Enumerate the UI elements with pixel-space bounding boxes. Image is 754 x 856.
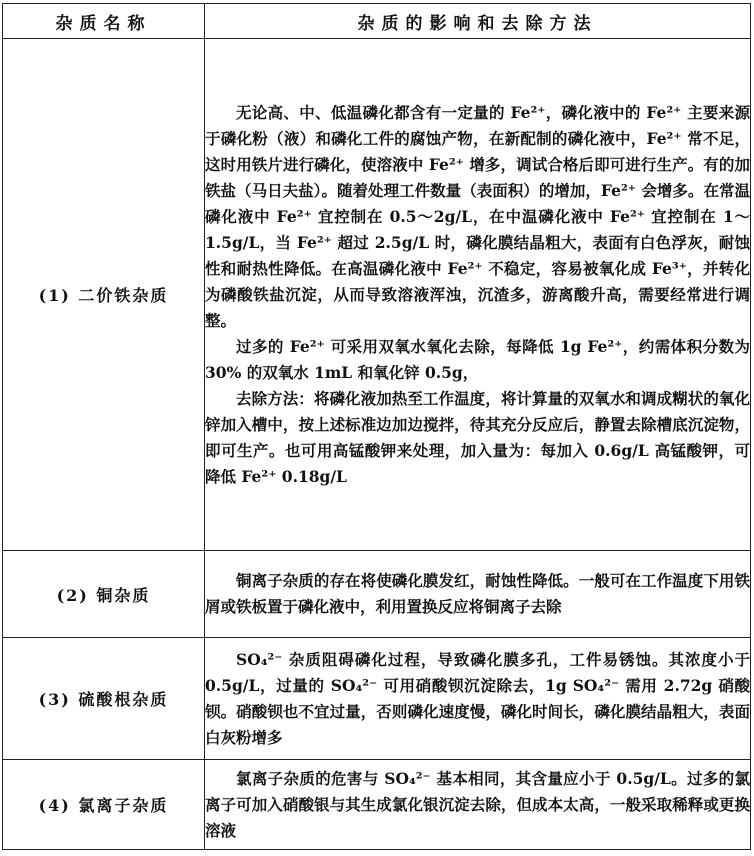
table-row	[3, 39, 751, 551]
table-row	[3, 760, 751, 850]
sulfate-paragraph-1: SO₄²⁻ 杂质阻碍磷化过程，导致磷化膜多孔，工件易锈蚀。其浓度小于 0.5g/L，过量的 SO₄²⁻ 可用硝酸钡沉淀除去，1g SO₄²⁻ 需用 2.72g 硝酸钡。硝酸钡也不宜过量，否则磷化速度慢，磷化时间长，磷化膜结晶粗大，表面白灰粉增多	[205, 649, 750, 747]
chloride-paragraph-1: 氯离子杂质的危害与 SO₄²⁻ 基本相同，其含量应小于 0.5g/L。过多的氯离子可加入硝酸银与其生成氯化银沉淀去除，但成本太高，一般采取稀释或更换溶液	[205, 768, 750, 840]
method-label: 去除方法：	[236, 388, 314, 408]
table-row	[3, 551, 751, 638]
row-name-ferrous: (1) 二价铁杂质	[3, 39, 205, 551]
table-row	[3, 638, 751, 760]
row-body-ferrous	[205, 39, 751, 551]
row-body-copper	[205, 551, 751, 638]
row-body-chloride	[205, 760, 751, 850]
row-name-copper: (2) 铜杂质	[3, 551, 205, 638]
ferrous-paragraph-2: 过多的 Fe²⁺ 可采用双氧水氧化去除，每降低 1g Fe²⁺，约需体积分数为 30% 的双氧水 1mL 和氧化锌 0.5g，	[205, 336, 750, 382]
row-name-chloride: (4) 氯离子杂质	[3, 760, 205, 850]
table-header-row	[3, 4, 751, 39]
impurity-table	[2, 3, 751, 850]
ferrous-paragraph-method	[205, 386, 750, 490]
method-text: 将磷化液加热至工作温度，将计算量的双氧水和调成糊状的氧化锌加入槽中，按上述标准边加边搅拌，待其充分反应后，静置去除槽底沉淀物，即可生产。也可用高锰酸钾来处理，加入量为：每加入 0.6g/L 高锰酸钾，可降低 Fe²⁺ 0.18g/L	[205, 388, 750, 486]
header-impurity-name: 杂质名称	[3, 4, 205, 39]
copper-paragraph-1: 铜离子杂质的存在将使磷化膜发红，耐蚀性降低。一般可在工作温度下用铁屑或铁板置于磷化液中，利用置换反应将铜离子去除	[205, 571, 750, 616]
row-body-sulfate	[205, 638, 751, 760]
row-name-sulfate: (3) 硫酸根杂质	[3, 638, 205, 760]
ferrous-paragraph-1: 无论高、中、低温磷化都含有一定量的 Fe²⁺，磷化液中的 Fe²⁺ 主要来源于磷化粉（液）和磷化工件的腐蚀产物，在新配制的磷化液中，Fe²⁺ 常不足，这时用铁片进行磷化，使溶液中 Fe²⁺ 增多，调试合格后即可进行生产。有的加铁盐（马日夫盐）。随着处理工件数量（表面积）的增加，Fe²⁺ 会增多。在常温磷化液中 Fe²⁺ 宜控制在 0.5～2g/L，在中温磷化液中 Fe²⁺ 宜控制在 1～1.5g/L，当 Fe²⁺ 超过 2.5g/L 时，磷化膜结晶粗大，表面有白色浮灰，耐蚀性和耐热性降低。在高温磷化液中 Fe²⁺ 不稳定，容易被氧化成 Fe³⁺，并转化为磷酸铁盐沉淀，从而导致溶液浑浊，沉渣多，游离酸升高，需要经常进行调整。	[205, 102, 750, 330]
header-effect-removal: 杂质的影响和去除方法	[205, 4, 751, 39]
